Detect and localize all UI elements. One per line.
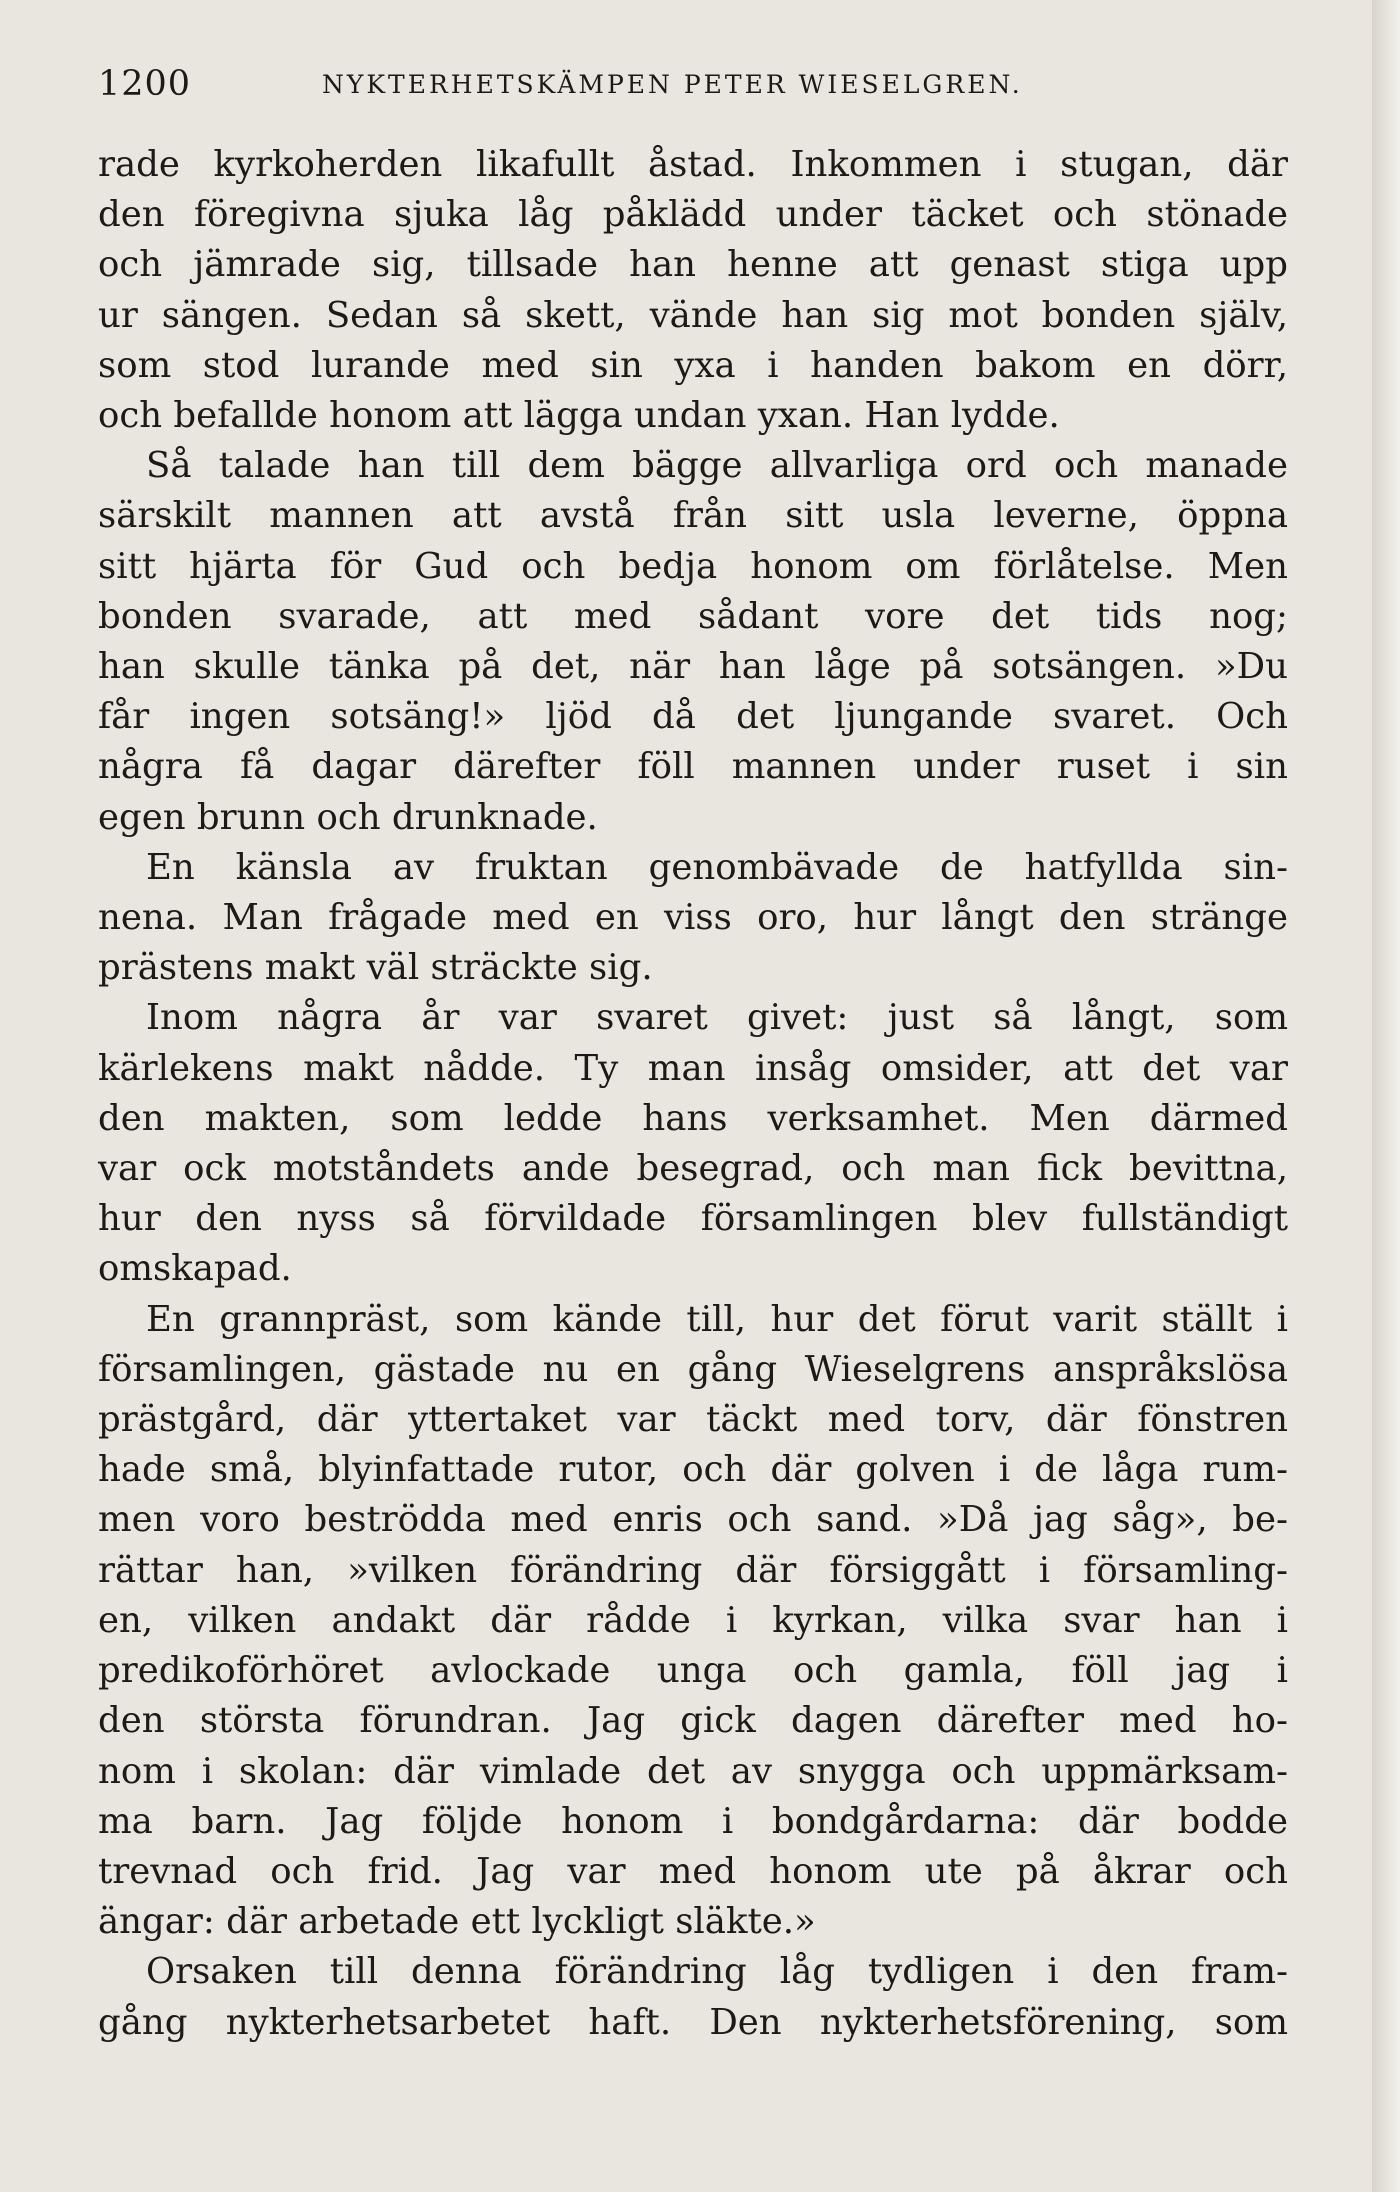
text-line: särskilt mannen att avstå från sitt usla leverne, öppna — [98, 495, 1288, 537]
text-line: prästens makt väl sträckte sig. — [98, 947, 653, 989]
text-line: en, vilken andakt där rådde i kyrkan, vilka svar han i — [98, 1599, 1288, 1641]
text-line: han skulle tänka på det, när han låge på sotsängen. »Du — [98, 646, 1288, 688]
text-line: men voro beströdda med enris och sand. »Då jag såg», be- — [98, 1499, 1288, 1541]
text-line: rättar han, »vilken förändring där försiggått i församling- — [98, 1549, 1288, 1591]
text-line: Inom några år var svaret givet: just så långt, som — [146, 997, 1288, 1039]
text-line: prästgård, där yttertaket var täckt med torv, där fönstren — [98, 1399, 1288, 1441]
text-line: den föregivna sjuka låg påklädd under täcket och stönade — [98, 194, 1288, 236]
text-line: egen brunn och drunknade. — [98, 796, 598, 838]
text-line: var ock motståndets ande besegrad, och man fick bevittna, — [98, 1148, 1288, 1190]
text-line: bonden svarade, att med sådant vore det tids nog; — [98, 595, 1288, 637]
text-line: hur den nyss så förvildade församlingen blev fullständigt — [98, 1198, 1288, 1240]
text-line: kärlekens makt nådde. Ty man insåg omsider, att det var — [98, 1047, 1288, 1089]
text-line: församlingen, gästade nu en gång Wieselgrens anspråkslösa — [98, 1348, 1288, 1390]
text-line: Orsaken till denna förändring låg tydligen i den fram- — [146, 1951, 1288, 1993]
page-header — [98, 64, 1288, 124]
body-text — [98, 140, 1288, 2048]
text-line: En känsla av fruktan genombävade de hatfyllda sin- — [146, 846, 1288, 888]
text-line: och jämrade sig, tillsade han henne att genast stiga upp — [98, 244, 1288, 286]
text-line: några få dagar därefter föll mannen under ruset i sin — [98, 746, 1288, 788]
text-line: ängar: där arbetade ett lyckligt släkte.» — [98, 1901, 816, 1943]
text-line: den största förundran. Jag gick dagen därefter med ho- — [98, 1700, 1288, 1742]
text-line: sitt hjärta för Gud och bedja honom om förlåtelse. Men — [98, 545, 1288, 587]
text-line: Så talade han till dem bägge allvarliga ord och manade — [146, 445, 1288, 487]
text-line: En grannpräst, som kände till, hur det förut varit ställt i — [146, 1298, 1288, 1340]
text-line: den makten, som ledde hans verksamhet. Men därmed — [98, 1097, 1288, 1139]
text-line: ma barn. Jag följde honom i bondgårdarna: där bodde — [98, 1800, 1288, 1842]
text-line: nom i skolan: där vimlade det av snygga och uppmärksam- — [98, 1750, 1288, 1792]
text-line: nena. Man frågade med en viss oro, hur långt den stränge — [98, 897, 1288, 939]
text-line: och befallde honom att lägga undan yxan. Han lydde. — [98, 395, 1060, 437]
running-head: NYKTERHETSKÄMPEN PETER WIESELGREN. — [322, 70, 1023, 99]
text-line: omskapad. — [98, 1248, 292, 1290]
text-line: gång nykterhetsarbetet haft. Den nykterhetsförening, som — [98, 2001, 1288, 2043]
text-line: får ingen sotsäng!» ljöd då det ljungande svaret. Och — [98, 696, 1288, 738]
page-edge — [1372, 0, 1400, 2192]
text-line: trevnad och frid. Jag var med honom ute på åkrar och — [98, 1850, 1288, 1892]
text-line: som stod lurande med sin yxa i handen bakom en dörr, — [98, 344, 1288, 386]
page-number: 1200 — [98, 64, 192, 104]
text-line: ur sängen. Sedan så skett, vände han sig mot bonden själv, — [98, 294, 1288, 336]
text-line: rade kyrkoherden likafullt åstad. Inkommen i stugan, där — [98, 144, 1288, 185]
text-line: hade små, blyinfattade rutor, och där golven i de låga rum- — [98, 1449, 1288, 1491]
text-line: predikoförhöret avlockade unga och gamla, föll jag i — [98, 1650, 1288, 1692]
